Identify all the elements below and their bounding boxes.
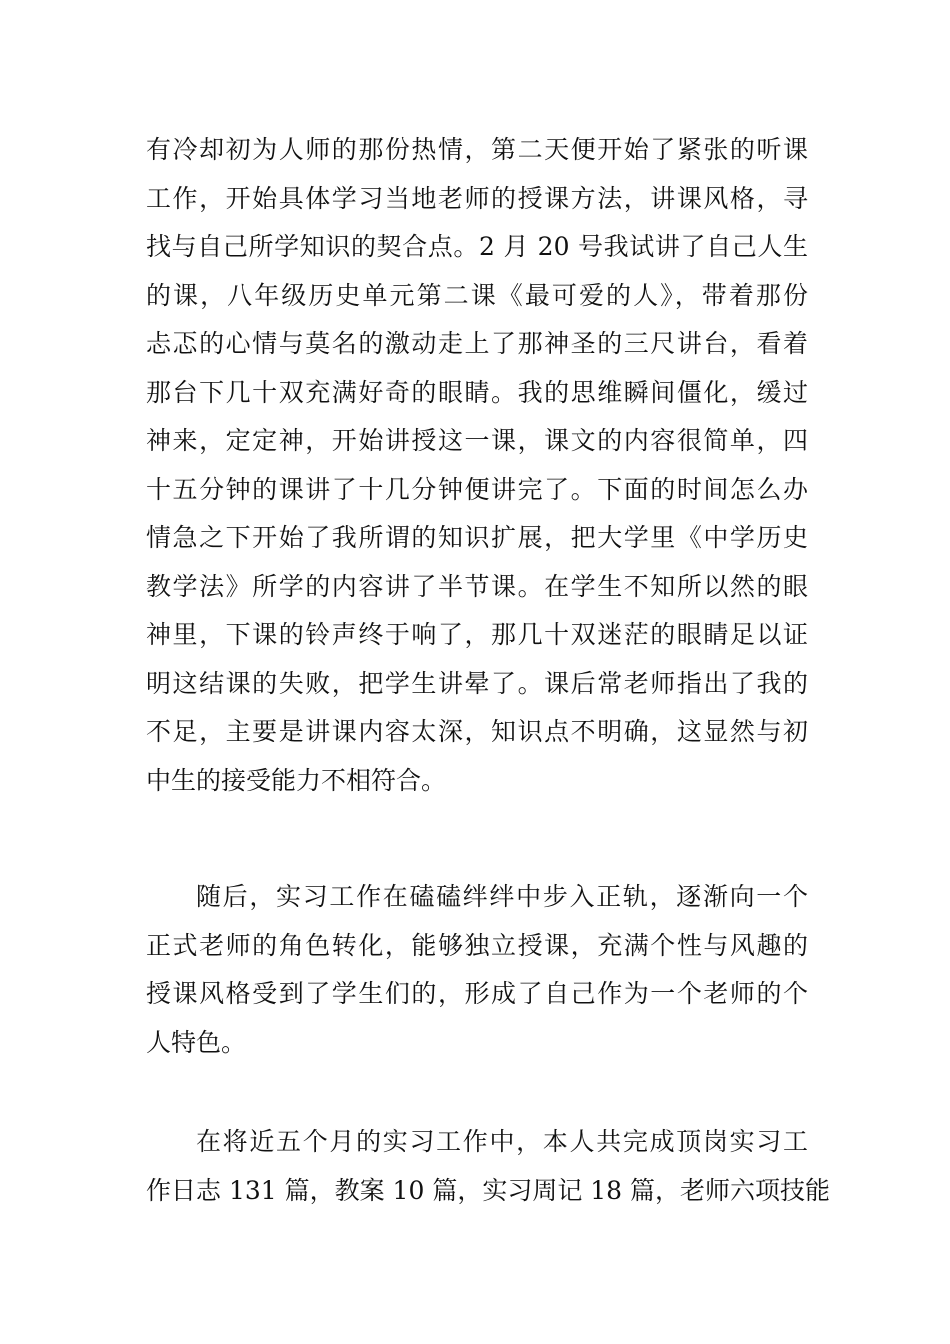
paragraph-line: 的课，八年级历史单元第二课《最可爱的人》，带着那份 <box>146 280 808 310</box>
paragraph-1 <box>146 126 808 805</box>
paragraph-line: 十五分钟的课讲了十几分钟便讲完了。下面的时间怎么办 <box>146 474 808 504</box>
paragraph-line: 找与自己所学知识的契合点。2 月 20 号我试讲了自己人生 <box>146 232 808 261</box>
paragraph-line: 不足，主要是讲课内容太深，知识点不明确，这显然与初 <box>146 717 808 746</box>
paragraph-2 <box>146 873 808 1067</box>
paragraph-line: 有冷却初为人师的那份热情，第二天便开始了紧张的听课 <box>146 135 808 164</box>
paragraph-line: 授课风格受到了学生们的，形成了自己作为一个老师的个 <box>146 979 808 1008</box>
paragraph-line: 忐忑的心情与莫名的激动走上了那神圣的三尺讲台，看着 <box>146 329 808 358</box>
paragraph-line: 正式老师的角色转化，能够独立授课，充满个性与风趣的 <box>146 930 808 960</box>
paragraph-line: 随后，实习工作在磕磕绊绊中步入正轨，逐渐向一个 <box>196 882 808 911</box>
paragraph-line: 明这结课的失败，把学生讲晕了。课后常老师指出了我的 <box>146 668 808 698</box>
paragraph-line: 在将近五个月的实习工作中，本人共完成顶岗实习工 <box>196 1127 808 1156</box>
paragraph-line: 人特色。 <box>146 1027 247 1057</box>
paragraph-line: 教学法》所学的内容讲了半节课。在学生不知所以然的眼 <box>146 571 808 601</box>
paragraph-3 <box>146 1118 831 1215</box>
paragraph-line: 中生的接受能力不相符合。 <box>146 765 447 795</box>
paragraph-line: 神来，定定神，开始讲授这一课，课文的内容很简单，四 <box>146 426 808 455</box>
paragraph-line: 情急之下开始了我所谓的知识扩展，把大学里《中学历史 <box>146 523 808 552</box>
paragraph-line: 工作，开始具体学习当地老师的授课方法，讲课风格，寻 <box>146 183 808 213</box>
paragraph-line: 那台下几十双充满好奇的眼睛。我的思维瞬间僵化，缓过 <box>146 377 808 407</box>
paragraph-line: 作日志 131 篇，教案 10 篇，实习周记 18 篇，老师六项技能 <box>146 1175 831 1205</box>
paragraph-line: 神里，下课的铃声终于响了，那几十双迷茫的眼睛足以证 <box>146 620 808 649</box>
